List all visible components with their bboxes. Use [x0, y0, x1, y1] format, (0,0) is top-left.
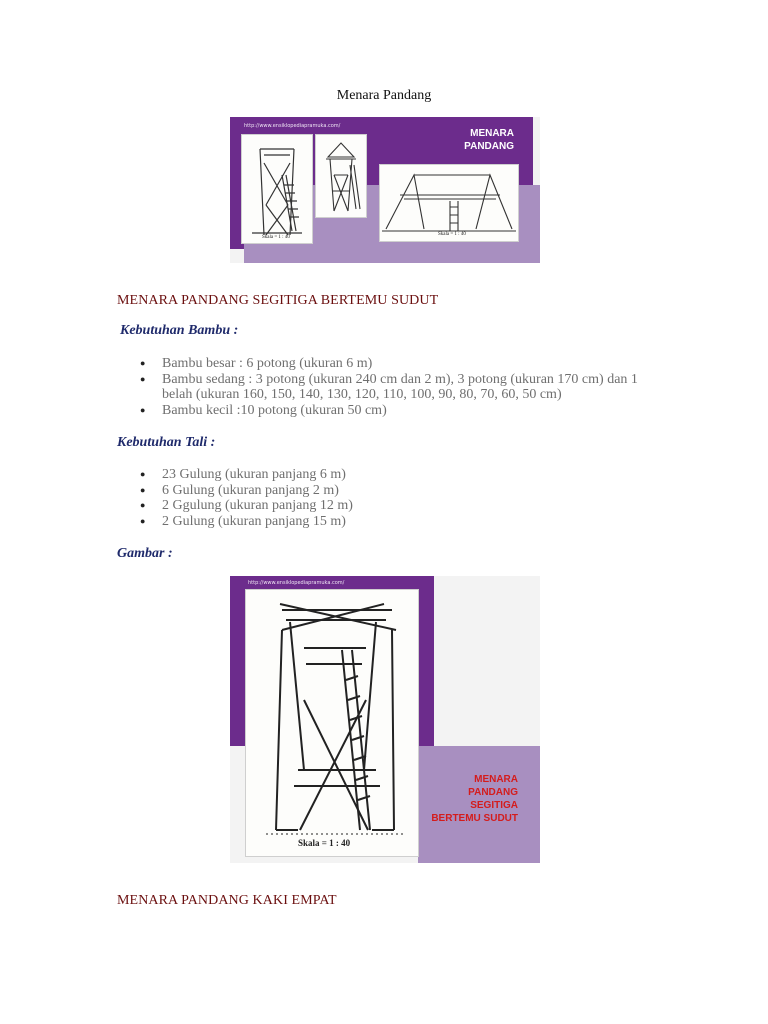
tower-sketch-drawing	[242, 135, 312, 243]
tali-list	[162, 467, 662, 529]
subheading-kebutuhan-tali: Kebutuhan Tali :	[117, 435, 216, 450]
banner-caption-line: BERTEMU SUDUT	[431, 813, 518, 824]
banner-url-text: http://www.ensiklopediapramuka.com/	[244, 123, 341, 129]
list-item: ● Bambu besar : 6 potong (ukuran 6 m)	[162, 356, 662, 372]
tower-sketch-drawing	[316, 135, 366, 217]
tower-sketch-drawing	[380, 165, 518, 241]
banner-caption-line: PANDANG	[468, 787, 518, 798]
list-item: ● 6 Gulung (ukuran panjang 2 m)	[162, 483, 662, 499]
banner-caption	[464, 127, 514, 153]
document-title: Menara Pandang	[336, 88, 432, 103]
scale-label: Skala = 1 : 40	[298, 838, 351, 848]
banner-caption-line: MENARA	[474, 774, 518, 785]
menara-pandang-banner-image	[230, 117, 540, 263]
banner-caption-line: MENARA	[470, 128, 514, 139]
section-heading: MENARA PANDANG SEGITIGA BERTEMU SUDUT	[117, 293, 439, 308]
list-item: ● 2 Ggulung (ukuran panjang 12 m)	[162, 498, 662, 514]
banner-url-text: http://www.ensiklopediapramuka.com/	[248, 580, 345, 586]
scale-label: Skala = 1 : 40	[438, 232, 466, 237]
tower-sketch-frame	[380, 165, 518, 241]
subheading-gambar: Gambar :	[117, 546, 173, 561]
tower-sketch-drawing	[246, 590, 418, 856]
banner-caption-line: SEGITIGA	[470, 800, 518, 811]
segitiga-tower-image	[230, 576, 540, 863]
scale-label: Skala = 1 : 40	[262, 235, 290, 240]
subheading-kebutuhan-bambu: Kebutuhan Bambu :	[120, 323, 239, 338]
bambu-list	[162, 356, 662, 418]
tower-sketch-frame	[242, 135, 312, 243]
tower-sketch-frame	[246, 590, 418, 856]
banner-caption	[431, 773, 518, 825]
list-item: ● Bambu kecil :10 potong (ukuran 50 cm)	[162, 403, 662, 419]
banner-caption-line: PANDANG	[464, 141, 514, 152]
tower-sketch-frame	[316, 135, 366, 217]
list-item: ● Bambu sedang : 3 potong (ukuran 240 cm dan 2 m), 3 potong (ukuran 170 cm) dan 1 belah (ukuran 160, 150, 140, 130, 120, 110, 100, 90, 80, 70, 60, 50 cm)	[162, 372, 662, 403]
list-item: ● 23 Gulung (ukuran panjang 6 m)	[162, 467, 662, 483]
list-item: ● 2 Gulung (ukuran panjang 15 m)	[162, 514, 662, 530]
section-heading: MENARA PANDANG KAKI EMPAT	[117, 893, 337, 908]
